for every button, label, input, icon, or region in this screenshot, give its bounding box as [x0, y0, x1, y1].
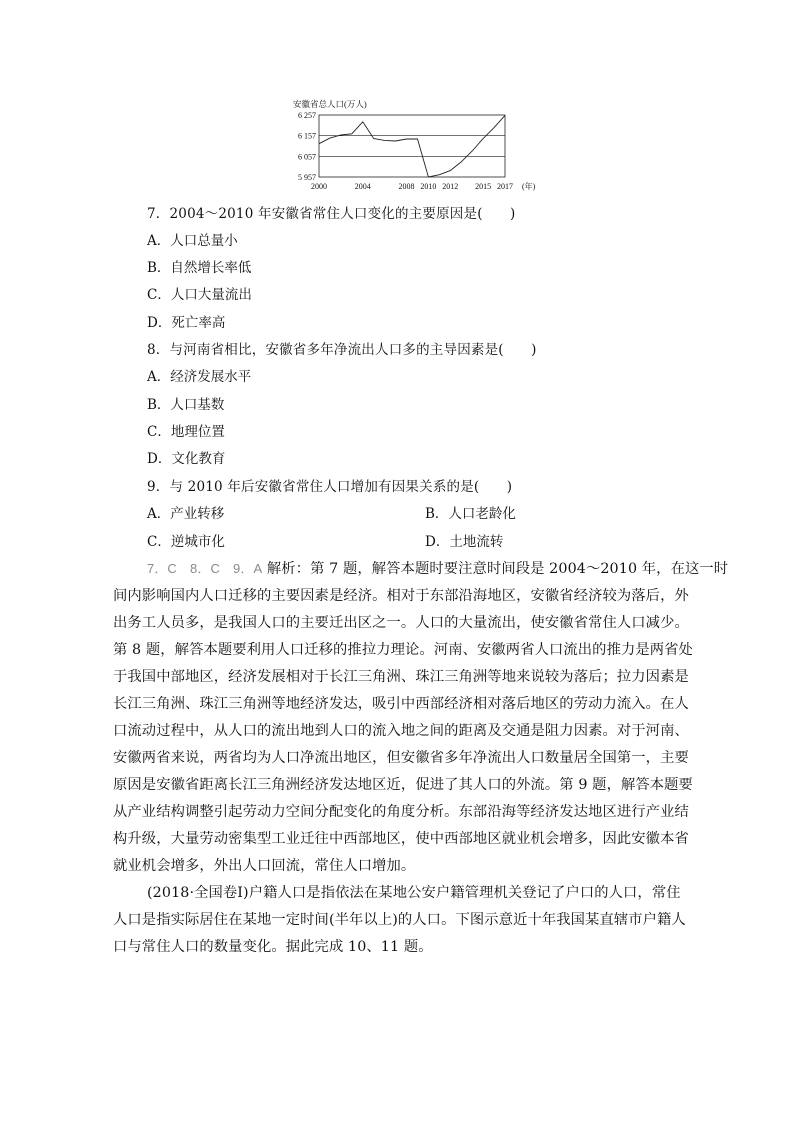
chart-ylabel: 安徽省总人口(万人)	[293, 99, 367, 109]
answer-line-6: 长江三角洲、珠江三角洲等地经济发达，吸引中西部经济相对落后地区的劳动力流入。在人	[113, 696, 689, 712]
answer-line-5: 于我国中部地区，经济发展相对于长江三角洲、珠江三角洲等地来说较为落后；拉力因素是	[113, 669, 689, 685]
intro-line-2: 人口是指实际居住在某地一定时间(半年以上)的人口。下图示意近十年我国某直辖市户籍人	[113, 912, 686, 928]
question-9-stem: 9．与 2010 年后安徽省常住人口增加有因果关系的是( )	[147, 479, 513, 495]
question-7-option-a: A．人口总量小	[147, 233, 238, 249]
x-tick-label-6: 2017	[497, 182, 513, 191]
question-8-option-c: C．地理位置	[147, 424, 225, 440]
answer-line-12: 就业机会增多，外出人口回流，常住人口增加。	[113, 858, 416, 874]
question-8-option-d: D．文化教育	[147, 451, 226, 467]
intro-line-3: 口与常住人口的数量变化。据此完成 10、11 题。	[113, 939, 433, 955]
answer-line-4: 第 8 题，解答本题要利用人口迁移的推拉力理论。河南、安徽两省人口流出的推力是两省处	[113, 642, 693, 658]
question-7-option-d: D．死亡率高	[147, 315, 226, 331]
y-tick-label-2: 6 057	[298, 152, 316, 162]
answer-line-9: 原因是安徽省距离长江三角洲经济发达地区近，促进了其人口的外流。第 9 题，解答本题要	[113, 777, 693, 793]
x-tick-label-4: 2012	[442, 182, 459, 191]
question-8-option-a: A．经济发展水平	[147, 369, 252, 385]
answer-line-8: 安徽两省来说，两省均为人口净流出地区，但安徽省多年净流出人口数量居全国第一，主要	[113, 750, 689, 766]
x-tick-label-5: 2015	[475, 182, 492, 191]
population-line-chart	[286, 96, 540, 194]
y-tick-label-0: 6 257	[298, 111, 316, 120]
question-7-option-c: C．人口大量流出	[147, 287, 252, 303]
answer-line-11: 构升级，大量劳动密集型工业迁往中西部地区，使中西部地区就业机会增多，因此安徽本省	[113, 831, 689, 847]
x-tick-label-0: 2000	[311, 182, 327, 191]
answer-line-7: 口流动过程中，从人口的流出地到人口的流入地之间的距离及交通是阻力因素。对于河南、	[113, 723, 689, 739]
y-tick-label-3: 5 957	[298, 173, 316, 182]
answer-text-1: 解析：第 7 题，解答本题时要注意时间段是 2004～2010 年，在这一时	[266, 561, 729, 577]
intro-line-1: (2018·全国卷Ⅰ)户籍人口是指依法在某地公安户籍管理机关登记了户口的人口，常住	[147, 885, 681, 901]
answer-line-10: 从产业结构调整引起劳动力空间分配变化的角度分析。东部沿海等经济发达地区进行产业结	[113, 804, 689, 820]
question-8-option-b: B．人口基数	[147, 397, 225, 413]
question-7-stem: 7．2004～2010 年安徽省常住人口变化的主要原因是( )	[147, 206, 516, 222]
question-7-option-b: B．自然增长率低	[147, 260, 252, 276]
question-9-option-d: D．土地流转	[425, 534, 504, 550]
answer-key: 7．C 8．C 9．A	[147, 561, 263, 576]
answer-line-1	[147, 560, 728, 578]
x-tick-label-2: 2008	[398, 182, 415, 191]
question-9-option-b: B．人口老龄化	[425, 506, 516, 522]
question-9-option-c: C．逆城市化	[147, 534, 225, 550]
series-line	[319, 115, 505, 177]
x-tick-label-3: 2010	[420, 182, 437, 191]
answer-line-2: 间内影响国内人口迁移的主要因素是经济。相对于东部沿海地区，安徽省经济较为落后，外	[113, 588, 689, 604]
x-tick-label-1: 2004	[354, 182, 371, 191]
question-8-stem: 8．与河南省相比，安徽省多年净流出人口多的主导因素是( )	[147, 342, 537, 358]
chart-xunit: (年)	[522, 182, 536, 191]
answer-line-3: 出务工人员多，是我国人口的主要迁出区之一。人口的大量流出，使安徽省常住人口减少。	[113, 615, 689, 631]
question-9-option-a: A．产业转移	[147, 506, 225, 522]
y-tick-label-1: 6 157	[298, 131, 316, 141]
